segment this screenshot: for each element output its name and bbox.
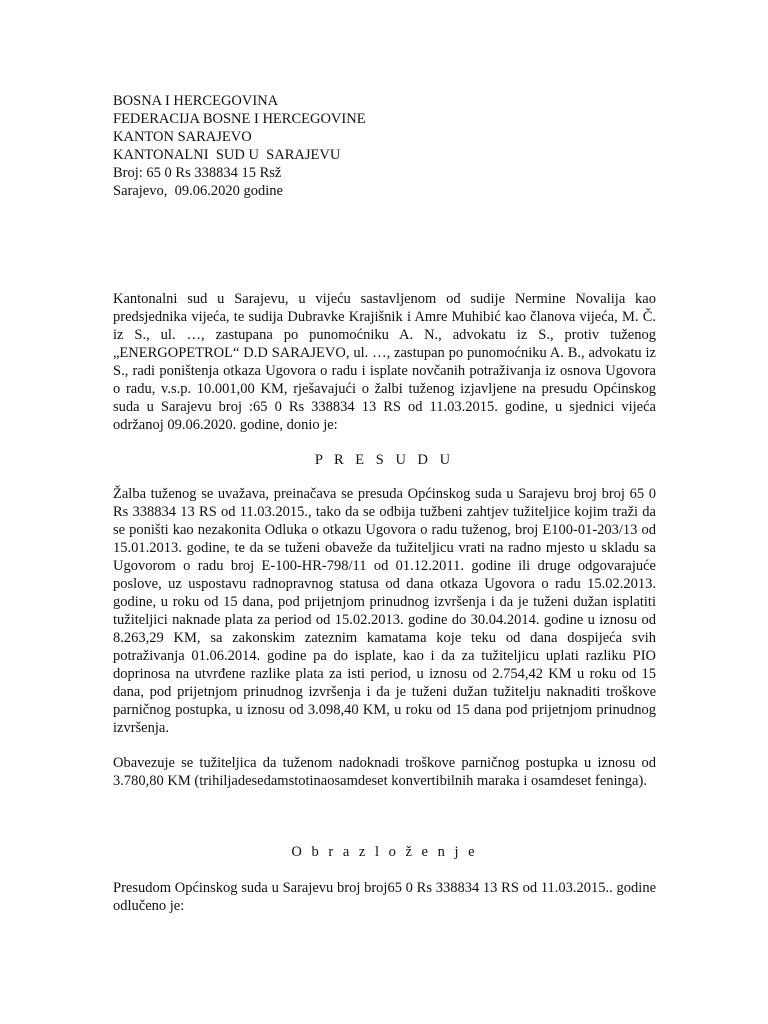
header-canton: KANTON SARAJEVO [113, 129, 252, 145]
heading-obrazlozenje: O b r a z l o ž e n j e [291, 844, 478, 860]
reasoning-paragraph: Presudom Općinskog suda u Sarajevu broj broj65 0 Rs 338834 13 RS od 11.03.2015.. godine odlučeno je: [113, 880, 656, 914]
header-case-number: Broj: 65 0 Rs 338834 15 Rsž [113, 165, 282, 181]
heading-presudu: P R E S U D U [314, 452, 455, 468]
ruling-paragraph: Žalba tuženog se uvažava, preinačava se presuda Općinskog suda u Sarajevu broj broj 65 0 Rs 338834 13 RS od 11.03.2015., tako da se odbija tužbeni zahtjev tužiteljice kojim traži da se poništi kao nezakonita Odluka o otkazu Ugovora o radu tuženog, broj E100-01-203/13 od 15.01.2013. godine, te da se tuženi obaveže da tužiteljicu vrati na radno mjesto u skladu sa Ugovorom o radu broj E-100-HR-798/11 od 01.12.2011. godine ili druge odgovarajuće poslove, uz uspostavu radnopravnog statusa od dana otkaza Ugovora o radu 15.02.2013. godine, u roku od 15 dana, pod prijetnjom prinudnog izvršenja i da je tuženi dužan isplatiti tužiteljici naknade plata za period od 15.02.2013. godine do 30.04.2014. godine u iznosu od 8.263,29 KM, sa zakonskim zateznim kamatama koje teku od dana dospijeća svih potraživanja 01.06.2014. godine pa do isplate, kao i da za tužiteljicu uplati razliku PIO doprinosa na utvrđene razlike plata za isti period, u iznosu od 2.754,42 KM u roku od 15 dana, pod prijetnjom prinudnog izvršenja i da je tuženi dužan tužitelju naknaditi troškove parničnog postupka, u iznosu od 3.098,40 KM, u roku od 15 dana pod prijetnjom prinudnog izvršenja. [113, 486, 656, 736]
header-court: KANTONALNI SUD U SARAJEVU [113, 147, 341, 163]
header-federation: FEDERACIJA BOSNE I HERCEGOVINE [113, 111, 366, 127]
court-header [113, 92, 366, 200]
header-date: Sarajevo, 09.06.2020 godine [113, 183, 283, 199]
intro-paragraph: Kantonalni sud u Sarajevu, u vijeću sastavljenom od sudije Nermine Novalija kao predsjednika vijeća, te sudija Dubravke Krajišnik i Amre Muhibić kao članova vijeća, M. Č. iz S., ul. …, zastupana po punomoćniku A. N., advokatu iz S., protiv tuženog „ENERGOPETROL“ D.D SARAJEVO, ul. …, zastupan po punomoćniku A. B., advokatu iz S., radi poništenja otkaza Ugovora o radu i isplate novčanih potraživanja iz osnova Ugovora o radu, v.s.p. 10.001,00 KM, rješavajući o žalbi tuženog izjavljene na presudu Općinskog suda u Sarajevu broj :65 0 Rs 338834 13 RS od 11.03.2015. godine, u sjednici vijeća održanoj 09.06.2020. godine, donio je: [113, 291, 656, 433]
header-country: BOSNA I HERCEGOVINA [113, 93, 279, 109]
costs-paragraph: Obavezuje se tužiteljica da tuženom nadoknadi troškove parničnog postupka u iznosu od 3.780,80 KM (trihiljadesedamstotinaosamdeset konvertibilnih maraka i osamdeset feninga). [113, 755, 656, 789]
